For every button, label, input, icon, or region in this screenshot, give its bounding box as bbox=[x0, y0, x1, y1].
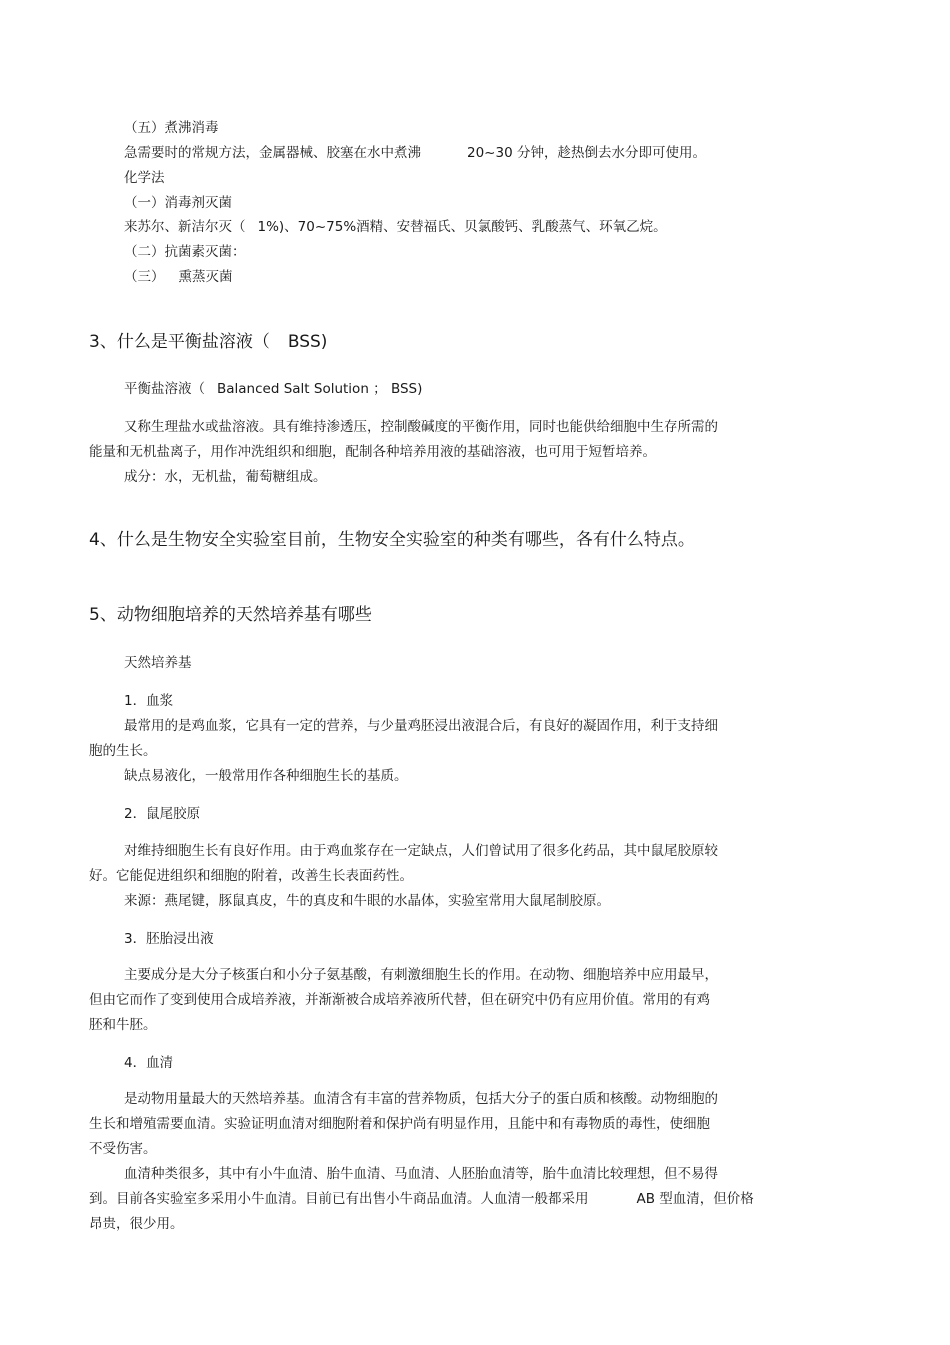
section-3-title bbox=[89, 331, 327, 353]
text-span: （三） bbox=[124, 269, 165, 285]
text-span: 20~30 分钟，趁热倒去水分即可使用。 bbox=[467, 145, 706, 161]
paragraph-line bbox=[89, 1190, 754, 1208]
paragraph-line: 不受伤害。 bbox=[89, 1141, 157, 1157]
paragraph-line: 能量和无机盐离子，用作冲洗组织和细胞，配制各种培养用液的基础溶液，也可用于短暂培养。 bbox=[89, 444, 656, 460]
paragraph-line: 缺点易液化，一般常用作各种细胞生长的基质。 bbox=[124, 768, 408, 784]
item-heading-embryo-extract: 3．胚胎浸出液 bbox=[124, 931, 214, 947]
paragraph-line: 胞的生长。 bbox=[89, 743, 157, 759]
subheading-fumigation bbox=[124, 268, 233, 286]
section-4-title: 4、什么是生物安全实验室目前，生物安全实验室的种类有哪些，各有什么特点。 bbox=[89, 530, 695, 550]
paragraph-line: 主要成分是大分子核蛋白和小分子氨基酸，有刺激细胞生长的作用。在动物、细胞培养中应用最早， bbox=[124, 967, 718, 983]
text-span: 急需要时的常规方法，金属器械、胶塞在水中煮沸 bbox=[124, 145, 421, 161]
text-span: 到。目前各实验室多采用小牛血清。目前已有出售小牛商品血清。人血清一般都采用 bbox=[89, 1191, 589, 1207]
definition-line bbox=[124, 380, 422, 398]
text-span: 来苏尔、新洁尔灭（ bbox=[124, 219, 246, 235]
item-heading-plasma: 1．血浆 bbox=[124, 693, 174, 709]
paragraph-line: 昂贵，很少用。 bbox=[89, 1216, 184, 1232]
paragraph-line: 成分：水，无机盐，葡萄糖组成。 bbox=[124, 469, 327, 485]
item-heading-collagen: 2．鼠尾胶原 bbox=[124, 806, 201, 822]
text-span: AB 型血清，但价格 bbox=[636, 1191, 754, 1207]
paragraph-line: 最常用的是鸡血浆，它具有一定的营养，与少量鸡胚浸出液混合后，有良好的凝固作用，利于支持细 bbox=[124, 718, 718, 734]
item-heading-serum: 4．血清 bbox=[124, 1055, 174, 1071]
paragraph-line: 又称生理盐水或盐溶液。具有维持渗透压，控制酸碱度的平衡作用，同时也能供给细胞中生存所需的 bbox=[124, 419, 718, 435]
paragraph-line: 血清种类很多，其中有小牛血清、胎牛血清、马血清、人胚胎血清等，胎牛血清比较理想，但不易得 bbox=[124, 1166, 718, 1182]
paragraph-line: 胚和牛胚。 bbox=[89, 1017, 157, 1033]
paragraph-line: 生长和增殖需要血清。实验证明血清对细胞附着和保护尚有明显作用，且能中和有毒物质的毒性，使细胞 bbox=[89, 1116, 710, 1132]
text-span: 平衡盐溶液（ bbox=[124, 381, 205, 397]
text-span: Balanced Salt Solution ； BSS) bbox=[217, 381, 423, 397]
text-span: 熏蒸灭菌 bbox=[178, 269, 233, 285]
subsection-title: 天然培养基 bbox=[124, 655, 192, 671]
subheading-chemical: 化学法 bbox=[124, 170, 165, 186]
text-span: 1%)、70~75%酒精、安替福氏、贝氯酸钙、乳酸蒸气、环氧乙烷。 bbox=[257, 219, 667, 235]
paragraph-line bbox=[124, 218, 667, 236]
paragraph-line bbox=[124, 144, 706, 162]
text-span: BSS) bbox=[287, 332, 328, 352]
paragraph-line: 对维持细胞生长有良好作用。由于鸡血浆存在一定缺点，人们曾试用了很多化药品，其中鼠尾胶原较 bbox=[124, 843, 718, 859]
text-span: 3、什么是平衡盐溶液（ bbox=[89, 332, 270, 352]
paragraph-line: 好。它能促进组织和细胞的附着，改善生长表面药性。 bbox=[89, 868, 413, 884]
paragraph-line: 是动物用量最大的天然培养基。血清含有丰富的营养物质，包括大分子的蛋白质和核酸。动物细胞的 bbox=[124, 1091, 718, 1107]
subheading-disinfectant: （一）消毒剂灭菌 bbox=[124, 195, 232, 211]
section-5-title: 5、动物细胞培养的天然培养基有哪些 bbox=[89, 605, 372, 625]
subheading-boiling: （五）煮沸消毒 bbox=[124, 120, 219, 136]
paragraph-line: 来源：燕尾键，豚鼠真皮，牛的真皮和牛眼的水晶体，实验室常用大鼠尾制胶原。 bbox=[124, 893, 610, 909]
paragraph-line: 但由它而作了变到使用合成培养液，并渐渐被合成培养液所代替，但在研究中仍有应用价值。常用的有鸡 bbox=[89, 992, 710, 1008]
subheading-antibiotic: （二）抗菌素灭菌： bbox=[124, 244, 246, 260]
